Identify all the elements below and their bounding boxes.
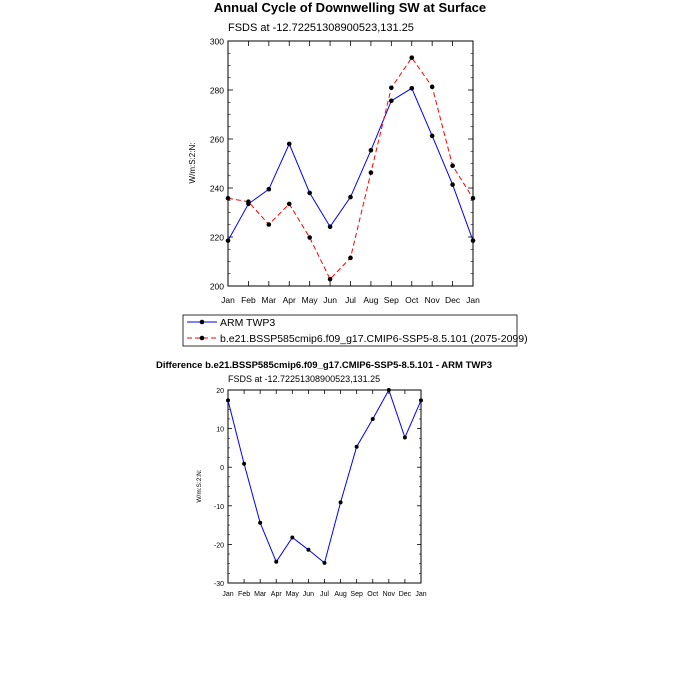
chart2-xtick-label: Nov [382,591,396,598]
chart2-title: Difference b.e21.BSSP585cmip6.f09_g17.CMIP6-SSP5-8.5.101 - ARM TWP3 [156,360,492,371]
legend-label-model: b.e21.BSSP585cmip6.f09_g17.CMIP6-SSP5-8.5.101 (2075-2099) [220,333,528,345]
chart2-xtick-label: Jan [222,591,234,598]
chart1-point [267,222,272,227]
legend-label-arm: ARM TWP3 [220,317,276,329]
chart2-subtitle: FSDS at -12.72251308900523,131.25 [228,374,381,384]
chart1-xtick-label: Oct [405,295,419,305]
chart1-xtick-label: Mar [261,295,277,305]
chart1-point [348,195,353,200]
legend-marker-model [200,336,205,341]
chart1-ytick-label: 220 [209,232,224,243]
chart1-title: Annual Cycle of Downwelling SW at Surface [213,0,487,15]
chart2-point [323,561,327,565]
chart1-point [307,235,312,240]
chart2-ytick-label: 20 [216,388,224,395]
chart1-point [267,187,272,192]
chart1-xtick-label: Jan [466,295,480,305]
chart2-ytick-label: -30 [213,581,224,588]
chart2-point [274,560,278,564]
chart2-xtick-label: Jun [302,591,315,598]
chart1-point [246,199,251,204]
chart2-point [403,435,407,439]
chart1-ytick-label: 200 [209,281,224,292]
chart1-point [389,98,394,103]
chart1-ytick-label: 240 [209,183,224,194]
chart2-point [355,445,359,449]
chart1-point [471,238,476,243]
chart2-xtick-label: Sep [350,591,363,598]
chart1-point [430,134,435,139]
chart2-xtick-label: Feb [238,591,251,598]
chart2-xtick-label: May [285,591,299,598]
chart1-point [471,196,476,201]
chart1-point [348,256,353,261]
chart2-point [242,462,246,466]
chart1-point [430,85,435,90]
chart1-plot-frame [228,41,473,286]
chart2-series-line-0 [228,390,421,563]
chart1-point [328,224,333,229]
chart1-xtick-label: Dec [445,295,461,305]
chart2-point [371,417,375,421]
chart1-point [328,277,333,282]
chart2-xtick-label: Jul [320,591,329,598]
chart1-point [409,86,414,91]
chart2-point [258,521,262,525]
chart2-xtick-label: Mar [254,591,267,598]
chart1-xtick-label: Nov [424,295,440,305]
chart2-ylabel: W/m:S:2:N: [196,469,203,503]
chart1-xtick-label: Jan [221,295,235,305]
chart1-xtick-label: Sep [383,295,399,305]
chart2-xtick-label: Jan [415,591,427,598]
chart1-ytick-label: 260 [209,134,224,145]
chart2-ytick-label: 0 [220,465,224,473]
chart1-point [226,238,231,243]
chart2-xtick-label: Oct [367,591,379,598]
chart2-point [306,548,310,552]
chart2-point [419,398,423,402]
chart1-xtick-label: May [301,295,318,305]
chart1-point [369,148,374,153]
chart1-ytick-label: 300 [209,36,224,47]
chart2-point [339,500,343,504]
chart2-ytick-label: 10 [216,426,224,434]
chart1-point [307,191,312,196]
chart1-xtick-label: Apr [282,295,296,305]
chart2-xtick-label: Apr [270,591,282,598]
legend-marker-arm [200,320,205,325]
chart2-xtick-label: Aug [334,591,347,598]
chart2-xtick-label: Dec [398,591,412,598]
chart1-xtick-label: Feb [241,295,256,305]
chart2-point [290,535,294,539]
chart1-xtick-label: Jun [323,295,337,305]
chart2-point [387,388,391,392]
chart1-point [409,55,414,60]
chart1-point [450,163,455,168]
chart1-series-line-1 [228,58,473,279]
chart2-ytick-label: -20 [213,542,224,550]
chart2-ytick-label: -10 [213,503,224,511]
chart1-point [226,196,231,201]
chart1-point [287,142,292,147]
chart2-point [226,398,230,402]
chart1-point [287,202,292,207]
chart2-plot-frame [228,390,421,583]
chart1-point [369,170,374,175]
chart1-xtick-label: Jul [345,295,356,305]
chart1-point [450,182,455,187]
chart1-ylabel: W/m:S:2:N: [188,142,197,184]
chart1-subtitle: FSDS at -12.72251308900523,131.25 [228,22,414,34]
chart1-xtick-label: Aug [363,295,379,305]
chart1-ytick-label: 280 [209,85,224,96]
chart1-series-line-0 [228,88,473,240]
chart1-point [389,85,394,90]
